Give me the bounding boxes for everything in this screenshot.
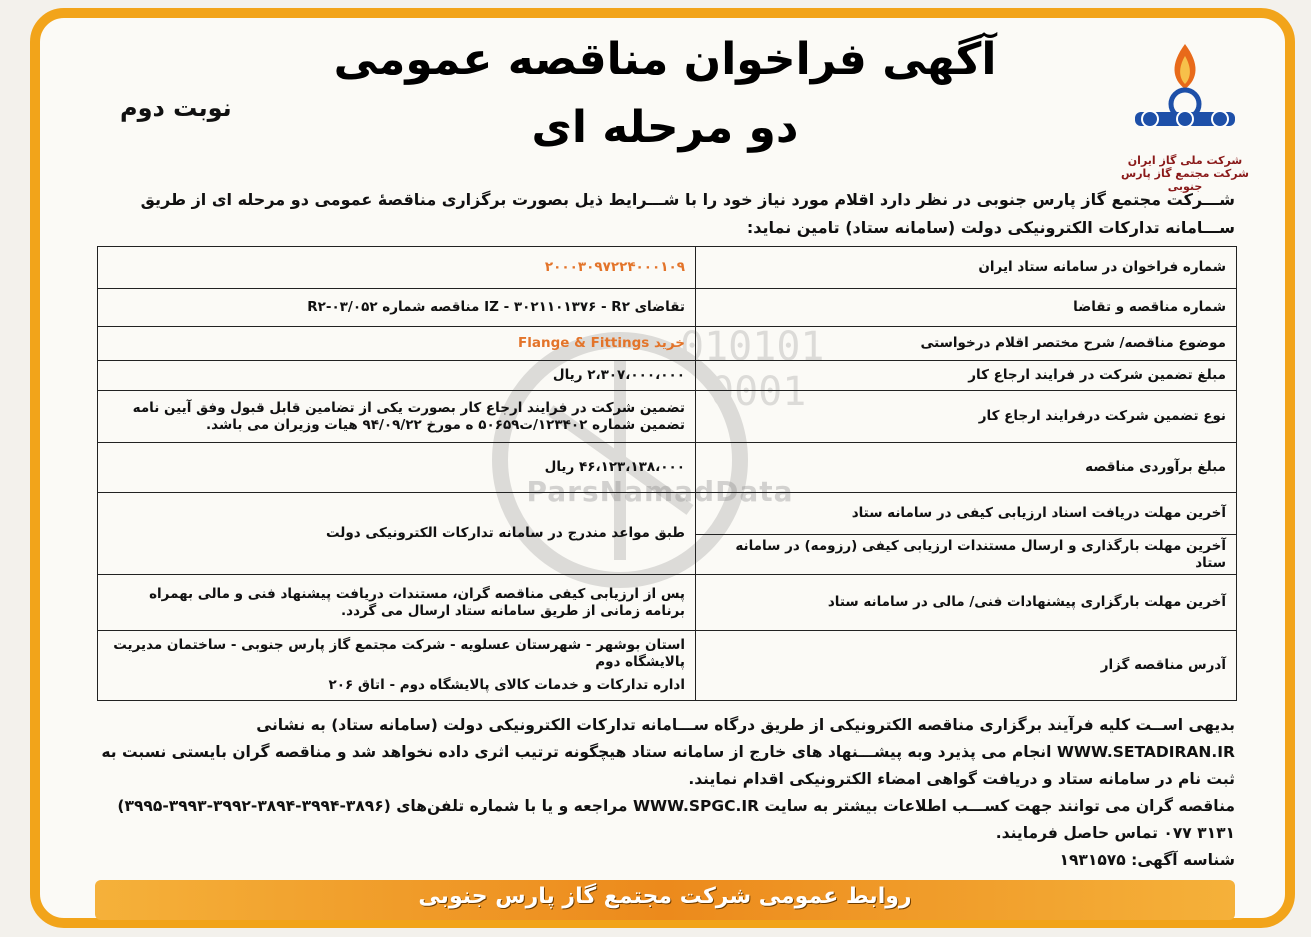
table-row [98, 247, 1237, 289]
row-label: نوع تضمین شرکت درفرایند ارجاع کار [696, 391, 1237, 443]
row-value: ۲۰۰۰۳۰۹۷۲۲۴۰۰۰۱۰۹ [98, 247, 696, 289]
footer-paragraph-2: مناقصه گران می توانند جهت کســـب اطلاعات بیشتر به سایت WWW.SPGC.IR مراجعه و یا با شماره تلفن‌های (۳۸۹۶-۳۹۹۴-۳۸۹۴-۳۹۹۲-۳۹۹۳-۳۹۹۵) ۳۱۳۱ ۰۷۷ تماس حاصل فرمایند. [117, 797, 1235, 842]
table-row [98, 289, 1237, 327]
footer-text [95, 712, 1235, 874]
row-value: طبق مواعد مندرج در سامانه تدارکات الکترونیکی دولت [98, 493, 696, 575]
row-value: خرید Flange & Fittings [98, 327, 696, 361]
table-row [98, 493, 1237, 535]
row-label: شماره فراخوان در سامانه ستاد ایران [696, 247, 1237, 289]
bottom-banner-text: روابط عمومی شرکت مجتمع گاز پارس جنوبی [418, 884, 912, 909]
ad-id: شناسه آگهی: ۱۹۳۱۵۷۵ [1059, 851, 1235, 869]
logo-text-2: شرکت مجتمع گاز پارس جنوبی [1121, 167, 1249, 193]
round-label: نوبت دوم [120, 94, 232, 122]
watermark-text: ParsNamadData [526, 475, 794, 508]
header [60, 14, 1270, 193]
row-label: موضوع مناقصه/ شرح مختصر اقلام درخواستی [696, 327, 1237, 361]
table-row [98, 575, 1237, 631]
bottom-banner [95, 880, 1235, 920]
row-label: آخرین مهلت بارگذاری و ارسال مستندات ارزیابی کیفی (رزومه) در سامانه ستاد [696, 535, 1237, 575]
row-value: تضمین شرکت در فرایند ارجاع کار بصورت یکی از تضامین قابل قبول وفق آیین نامه تضمین شماره ۱۲۳۴۰۲/ت۵۰۶۵۹ ه مورخ ۹۴/۰۹/۲۲ هیات وزیران می باشد. [98, 391, 696, 443]
row-label: آخرین مهلت بارگزاری پیشنهادات فنی/ مالی در سامانه ستاد [696, 575, 1237, 631]
footer-paragraph-1: بدیهی اســت کلیه فرآیند برگزاری مناقصه الکترونیکی از طریق درگاه ســـامانه تدارکات الکترونیکی دولت (سامانه ستاد) به نشانی WWW.SETADIRAN.IR انجام می پذیرد وبه پیشـــنهاد های خارج از سامانه ستاد هیچگونه ترتیب اثری داده نخواهد شد و مناقصه گران بایستی نسبت به ثبت نام در سامانه ستاد و دریافت گواهی امضاء الکترونیکی اقدام نمایند. [101, 716, 1235, 788]
company-logo [1110, 34, 1260, 193]
row-label: آخرین مهلت دریافت اسناد ارزیابی کیفی در سامانه ستاد [696, 493, 1237, 535]
tender-table [97, 246, 1237, 701]
row-value: ۲،۳۰۷،۰۰۰،۰۰۰ ریال [98, 361, 696, 391]
row-value: ۴۶،۱۲۳،۱۳۸،۰۰۰ ریال [98, 443, 696, 493]
address-cell [98, 631, 696, 701]
table-row [98, 361, 1237, 391]
row-value: تقاضای IZ - ۳۰۲۱۱۰۱۳۷۶ - R۲ مناقصه شماره R۲-۰۳/۰۵۲ [98, 289, 696, 327]
address-line-2: اداره تدارکات و خدمات کالای پالایشگاه دوم - اتاق ۲۰۶ [328, 677, 685, 693]
row-value: پس از ارزیابی کیفی مناقصه گران، مستندات دریافت پیشنهاد فنی و مالی بهمراه برنامه زمانی از طریق سامانه ستاد ارسال می گردد. [98, 575, 696, 631]
intro-paragraph: شـــرکت مجتمع گاز پارس جنوبی در نظر دارد اقلام مورد نیاز خود را با شـــرایط ذیل بصورت برگزاری مناقصهٔ عمومی دو مرحله ای از طریق ســـامانه تدارکات الکترونیکی دولت (سامانه ستاد) تامین نماید: [140, 190, 1235, 237]
table-row [98, 631, 1237, 701]
table-row [98, 391, 1237, 443]
row-label: مبلغ تضمین شرکت در فرایند ارجاع کار [696, 361, 1237, 391]
row-label: مبلغ برآوردی مناقصه [696, 443, 1237, 493]
table-row [98, 443, 1237, 493]
table-row [98, 327, 1237, 361]
address-line-1: استان بوشهر - شهرستان عسلویه - شرکت مجتمع گاز پارس جنوبی - ساختمان مدیریت پالایشگاه دوم [113, 637, 685, 670]
logo-text-1: شرکت ملی گاز ایران [1127, 154, 1243, 167]
flame-logo-icon [1110, 34, 1260, 154]
title-line2: دو مرحله ای [531, 102, 799, 153]
title-line1: آگهی فراخوان مناقصه عمومی [333, 34, 997, 85]
row-label: شماره مناقصه و تقاضا [696, 289, 1237, 327]
row-label: آدرس مناقصه گزار [696, 631, 1237, 701]
